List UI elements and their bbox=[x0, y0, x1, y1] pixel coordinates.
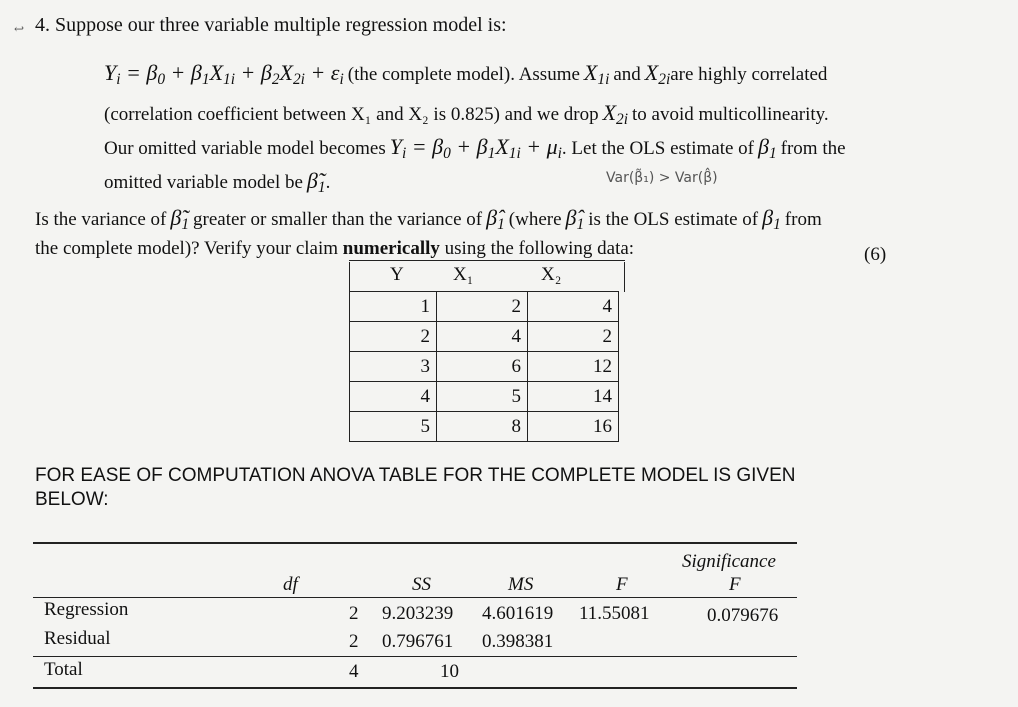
anova-df: 2 bbox=[349, 631, 359, 652]
anova-row-label: Residual bbox=[44, 628, 111, 649]
cell: 2 bbox=[528, 322, 619, 352]
pencil-mark-icon: ↩ bbox=[14, 22, 25, 36]
table-right-edge bbox=[624, 262, 625, 292]
anova-ss: 10 bbox=[440, 661, 459, 682]
anova-header-df: df bbox=[283, 574, 298, 595]
anova-header-rule bbox=[33, 597, 797, 598]
anova-ss: 0.796761 bbox=[382, 631, 454, 652]
anova-header-sig2: F bbox=[729, 574, 741, 595]
omitted-intro: Our omitted variable model becomes bbox=[104, 138, 386, 159]
variance-q1: Is the variance of bbox=[35, 209, 167, 230]
cell: 5 bbox=[350, 412, 437, 442]
from-the-text: from the bbox=[780, 138, 846, 159]
variance-q4: is the OLS estimate of bbox=[588, 209, 759, 230]
anova-intro-line2: BELOW: bbox=[35, 489, 109, 510]
correlated-text: are highly correlated bbox=[670, 64, 828, 85]
variance-q3: (where bbox=[508, 209, 562, 230]
anova-bottom-rule bbox=[33, 687, 797, 689]
anova-df: 2 bbox=[349, 603, 359, 624]
variance-q5: from bbox=[784, 209, 822, 230]
anova-row-label: Total bbox=[44, 659, 83, 680]
omitted-estimate-line: omitted variable model be $\betã_1$. bbox=[104, 168, 331, 196]
cell: 2 bbox=[350, 322, 437, 352]
verify-pre: the complete model)? Verify your claim bbox=[35, 238, 339, 259]
marks: (6) bbox=[864, 244, 887, 265]
table-row bbox=[350, 322, 619, 352]
x2-symbol: $X_{2i}$ bbox=[644, 60, 671, 88]
omitted-model-equation: $Y_i = \beta_0 + \beta_1X_{1i} + \mu_i$ bbox=[389, 134, 562, 162]
beta1-tilde-symbol: $\betã_1$ bbox=[306, 168, 326, 196]
anova-intro-line1: FOR EASE OF COMPUTATION ANOVA TABLE FOR THE COMPLETE MODEL IS GIVEN bbox=[35, 465, 796, 486]
anova-ms: 0.398381 bbox=[482, 631, 554, 652]
beta1-tilde-symbol-2: $\betã_1$ bbox=[170, 205, 190, 233]
anova-top-rule bbox=[33, 542, 797, 544]
omitted-line-text: omitted variable model be bbox=[104, 172, 303, 193]
cell: 4 bbox=[528, 292, 619, 322]
table-row bbox=[350, 382, 619, 412]
table-left-edge bbox=[349, 262, 350, 292]
x1-symbol: $X_{1i}$ bbox=[583, 60, 610, 88]
beta1-hat-symbol-2: $\betâ_1$ bbox=[565, 205, 585, 233]
anova-f: 11.55081 bbox=[579, 603, 650, 624]
beta1-symbol: $\beta_1$ bbox=[757, 134, 777, 162]
and-text: and bbox=[613, 64, 641, 85]
cell: 4 bbox=[437, 322, 528, 352]
anova-header-f: F bbox=[616, 574, 628, 595]
variance-question-line bbox=[35, 205, 822, 234]
header-x2: X₂ bbox=[541, 264, 562, 285]
cell: 6 bbox=[437, 352, 528, 382]
cell: 1 bbox=[350, 292, 437, 322]
cell: 5 bbox=[437, 382, 528, 412]
anova-total-rule bbox=[33, 656, 797, 657]
avoid-text: to avoid multicollinearity. bbox=[632, 104, 829, 125]
complete-model-line bbox=[104, 60, 827, 89]
cell: 12 bbox=[528, 352, 619, 382]
correlation-line bbox=[104, 100, 829, 129]
model-note: (the complete model). Assume bbox=[347, 64, 580, 85]
header-y: Y bbox=[390, 264, 404, 285]
ols-text: . Let the OLS estimate of bbox=[561, 138, 754, 159]
variance-q2: greater or smaller than the variance of bbox=[193, 209, 483, 230]
table-row bbox=[350, 352, 619, 382]
x2-drop-symbol: $X_{2i}$ bbox=[602, 100, 629, 128]
anova-header-sig1: Significance bbox=[682, 551, 776, 572]
anova-ss: 9.203239 bbox=[382, 603, 454, 624]
verify-bold: numerically bbox=[342, 238, 440, 259]
handwritten-note: Var(β̃₁) > Var(β̂) bbox=[606, 170, 718, 186]
beta1-symbol-2: $\beta_1$ bbox=[762, 205, 781, 233]
table-top-rule bbox=[349, 260, 625, 261]
beta1-hat-symbol: $\betâ_1$ bbox=[486, 205, 505, 233]
cell: 16 bbox=[528, 412, 619, 442]
omitted-model-line bbox=[104, 134, 846, 163]
cell: 2 bbox=[437, 292, 528, 322]
anova-header-ms: MS bbox=[508, 574, 534, 595]
cell: 4 bbox=[350, 382, 437, 412]
header-x1: X₁ bbox=[453, 264, 474, 285]
question-title: 4. Suppose our three variable multiple regression model is: bbox=[35, 14, 507, 36]
anova-header-ss: SS bbox=[412, 574, 431, 595]
anova-df: 4 bbox=[349, 661, 359, 682]
table-row bbox=[350, 292, 619, 322]
data-table bbox=[349, 291, 619, 442]
verify-post: using the following data: bbox=[444, 238, 635, 259]
anova-sig: 0.079676 bbox=[707, 605, 779, 626]
cell: 14 bbox=[528, 382, 619, 412]
correlation-text: (correlation coefficient between X₁ and X₂ is 0.825) and we drop bbox=[104, 104, 599, 125]
table-row bbox=[350, 412, 619, 442]
cell: 3 bbox=[350, 352, 437, 382]
anova-row-label: Regression bbox=[44, 599, 129, 620]
verify-line bbox=[35, 238, 634, 260]
complete-model-equation: $Y_i = \beta_0 + \beta_1X_{1i} + \beta_2X_{2i} + \varepsilon_i$ bbox=[104, 60, 344, 88]
anova-ms: 4.601619 bbox=[482, 603, 554, 624]
cell: 8 bbox=[437, 412, 528, 442]
